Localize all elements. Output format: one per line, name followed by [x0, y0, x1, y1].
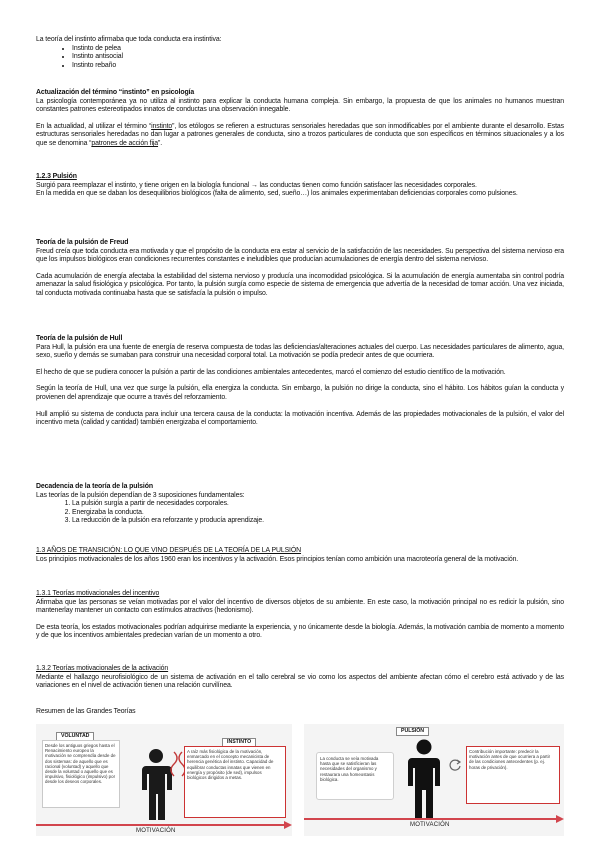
voluntad-text: Desde los antiguos griegos hasta el Renacimiento europeo la motivación se comprendía desde de dos sistemas: de aquello que es racional (voluntad) y aquello que desde la voluntad o aquello que es impulsivo, fisiológico (impulsivo) por desde los deseos corporales. — [45, 743, 116, 785]
resumen-label-block — [36, 708, 564, 717]
paragraph: Para Hull, la pulsión era una fuente de energía de reserva compuesta de todas las deficiencias/alteraciones actuales del cuerpo. Las necesidades particulares de alimento, agua, sexo, sueño y demás se sumaban para construir una necesidad corporal total. La motivación se podía predecir antes de que ocurriera. — [36, 343, 564, 360]
refresh-icon — [448, 758, 462, 772]
decadencia-section — [36, 483, 564, 526]
section-heading: 1.3.1 Teorías motivacionales del incentivo — [36, 590, 160, 597]
motivation-caption: MOTIVACIÓN — [410, 822, 450, 828]
activacion-section — [36, 665, 564, 691]
figure-pulsion — [304, 724, 564, 836]
paragraph — [36, 123, 564, 149]
list-item: • Instinto de pelea — [72, 45, 564, 54]
tag-voluntad: VOLUNTAD — [56, 732, 94, 741]
hull-section — [36, 335, 564, 428]
list-item: 3. La reducción de la pulsión era reforzante y producía aprendizaje. — [72, 517, 564, 526]
section-heading: Decadencia de la teoría de la pulsión — [36, 483, 153, 490]
section-heading: Teoría de la pulsión de Freud — [36, 239, 129, 246]
paragraph: Según la teoría de Hull, una vez que surge la pulsión, ella energiza la conducta. Sin embargo, la pulsión no dirige la conducta, sino el hábito. Los hábitos guían la conducta y provienen del aprendizaje que ocurre a través del reforzamiento. — [36, 385, 564, 401]
freud-section — [36, 239, 564, 299]
paragraph: Freud creía que toda conducta era motivada y que el propósito de la conducta era estar al servicio de la satisfacción de las necesidades. Su perspectiva del sistema nervioso era que los impulsos biológicos eran condiciones recurrentes constantes e ineludibles que producían acumulaciones de energía dentro del sistema nervioso. — [36, 247, 564, 264]
paragraph: Mediante el hallazgo neurofisiológico de un sistema de activación en el tallo cerebral se vio como los aspectos del ambiente afectan cómo el cerebro está activado y de las variaciones en el nivel de activación tienen una relación curvilínea. — [36, 673, 564, 690]
arrow-head-icon — [556, 815, 564, 823]
pulsion-section — [36, 173, 564, 199]
paragraph: Surgió para reemplazar el instinto, y tiene origen en la biología funcional → las conductas tienen como función satisfacer las necesidades corporales. — [36, 181, 477, 189]
section-heading: 1.2.3 Pulsión — [36, 173, 77, 180]
term-patrones: patrones de acción fija — [91, 139, 159, 147]
intro-section — [36, 36, 564, 70]
section-heading: 1.3 AÑOS DE TRANSICIÓN: LO QUE VINO DESPUÉS DE LA TEORÍA DE LA PULSIÓN — [36, 547, 302, 554]
tag-instinto: INSTINTO — [222, 738, 256, 747]
section-heading: Actualización del término “instinto” en psicología — [36, 89, 195, 96]
section-heading: Teoría de la pulsión de Hull — [36, 335, 123, 342]
figure-voluntad-instinto — [36, 724, 292, 836]
paragraph: La psicología contemporánea ya no utiliza al instinto para explicar la conducta humana compleja. Sin embargo, la propuesta de que los animales no humanos muestran constantes patrones estereotipados innatos de conductas una observación innegable. — [36, 97, 564, 114]
motivation-arrow — [304, 818, 558, 820]
arrow-head-icon — [284, 821, 292, 829]
section-heading: 1.3.2 Teorías motivacionales de la activación — [36, 665, 169, 672]
text-span: ”, los etólogos se refieren a estructuras sensoriales heredadas que son inmodificables por el ambiente durante el desarrollo. Estas estructuras sensoriales heredadas no dan lugar a patrones generales de conducta, sino a trozos particulares de conducta que son específicos en términos situacionales y a los que se denomina “ — [36, 122, 565, 147]
pulsion-text: La conducta se veía motivada hasta que se satisficieran las necesidades del organismo y restaurara una homeostasis biológica. — [320, 756, 379, 782]
intro-text: La teoría del instinto afirmaba que toda conducta era instintiva: — [36, 36, 222, 43]
list-item: 1. La pulsión surgía a partir de necesidades corporales. — [72, 500, 564, 509]
motivation-caption: MOTIVACIÓN — [136, 828, 176, 834]
instinct-list — [36, 45, 564, 71]
paragraph: El hecho de que se pudiera conocer la pulsión a partir de las condiciones ambientales antecedentes, marcó el comienzo del estudio científico de la motivación. — [36, 368, 506, 376]
term-instinto: instinto — [151, 122, 173, 130]
transicion-section — [36, 547, 564, 564]
paragraph: Los principios motivacionales de los años 1960 eran los incentivos y la activación. Esos principios tenían como ambición una macroteoría general de la motivación. — [36, 555, 519, 563]
paragraph: Cada acumulación de energía afectaba la estabilidad del sistema nervioso y producía una incomodidad psicológica. Si la acumulación de energía aumentaba sin control podría amenazar la salud fisiológica y psicológica. Por tanto, la pulsión surgía como especie de sistema de emergencia que advertía de la necesidad de tomar acción. Una vez iniciada, tal conducta motivada continuaba hasta que se satisfacía la pulsión o impulso. — [36, 272, 564, 297]
list-item: • Instinto rebaño — [72, 62, 564, 71]
list-item: • Instinto antisocial — [72, 53, 564, 62]
text-span: ”. — [158, 139, 163, 147]
paragraph: En la medida en que se daban los desequilibrios biológicos (falta de alimento, sed, sueño…) los animales experimentaban deficiencias corporales como pulsiones. — [36, 190, 518, 198]
paragraph: Las teorías de la pulsión dependían de 3 suposiciones fundamentales: — [36, 491, 245, 499]
person-figure-icon — [122, 746, 192, 822]
motivation-arrow — [36, 824, 286, 826]
person-figure-icon — [404, 738, 444, 824]
actualizacion-section — [36, 89, 564, 149]
tag-pulsion: PULSIÓN — [396, 727, 429, 736]
assumptions-list — [36, 500, 564, 526]
incentivo-section — [36, 590, 564, 641]
paragraph: Afirmaba que las personas se veían motivadas por el valor del incentivo de diversos objetos de su ambiente. En este caso, la motivación principal no es redicir la pulsión, sino mantenerlay mantener un contacto con estímulos atractivos (hedonismo). — [36, 598, 564, 615]
list-item: 2. Energizaba la conducta. — [72, 509, 564, 518]
text-span: En la actualidad, al utilizar el término “ — [36, 122, 152, 130]
contribucion-text: Contribución importante: predecir la motivación antes de que ocurriera a partir de las condiciones antecedentes (p. ej. horas de privación). — [469, 749, 551, 770]
paragraph: Hull amplió su sistema de conducta para incluir una tercera causa de la conducta: la motivación incentiva. Además de las propiedades motivacionales de la pulsión, el valor del incentivo meta (calidad y cantidad) también energizaba el comportamiento. — [36, 410, 564, 427]
instinto-text: A raíz más fisiológica de la motivación, enmarcado en el concepto mecanicista de herencia genética del instinto. Capacidad de equilibrar conductas innatas que vienen en energía y propósito (de sed), impulsos biológicos dirigidos a metas. — [187, 749, 274, 781]
paragraph: De esta teoría, los estados motivacionales podrían adquirirse mediante la experiencia, y no únicamente desde la biología. Además, la motivación cambia de momento a momento y de que los incentivos ambientales predecian varían de un momento a otro. — [36, 623, 564, 640]
resumen-label: Resumen de las Grandes Teorías — [36, 708, 136, 715]
